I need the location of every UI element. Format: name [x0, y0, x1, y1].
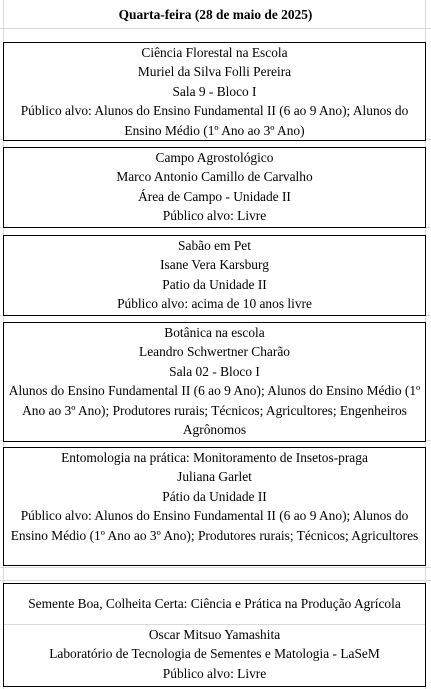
grid-line — [0, 28, 431, 29]
event-block — [3, 447, 426, 566]
event-title: Semente Boa, Colheita Certa: Ciência e Prática na Produção Agrícola — [4, 584, 425, 625]
event-location: Sala 9 - Bloco I — [172, 83, 257, 99]
event-block — [3, 322, 426, 442]
event-block — [3, 583, 426, 687]
event-title: Entomologia na prática: Monitoramento de Insetos-praga — [61, 450, 368, 465]
event-speaker: Muriel da Silva Folli Pereira — [137, 64, 292, 80]
event-audience: Público alvo: acima de 10 anos livre — [117, 296, 312, 312]
event-title: Botânica na escola — [164, 325, 265, 340]
event-speaker: Marco Antonio Camillo de Carvalho — [116, 169, 313, 185]
grid-line — [0, 580, 431, 581]
event-location: Área de Campo - Unidade II — [138, 188, 291, 204]
event-title: Ciência Florestal na Escola — [141, 45, 288, 60]
event-speaker: Leandro Schwertner Charão — [139, 344, 290, 360]
event-location: Patio da Unidade II — [162, 276, 267, 292]
event-audience: Público alvo: Livre — [162, 208, 267, 224]
event-audience: Alunos do Ensino Fundamental II (6 ao 9 Ano); Alunos do Ensino Médio (1º Ano ao 3º Ano); Produtores rurais; Técnicos; Agricultores; Engenheiros Agrônomos — [8, 383, 421, 437]
event-audience: Público alvo: Alunos do Ensino Fundamental II (6 ao 9 Ano); Alunos do Ensino Médio (1º Ano ao 3º Ano) — [20, 103, 409, 138]
event-speaker: Juliana Garlet — [177, 469, 252, 485]
event-location: Pátio da Unidade II — [162, 488, 267, 504]
event-title: Sabão em Pet — [178, 238, 251, 253]
event-audience: Público alvo: Livre — [162, 665, 267, 681]
event-title: Campo Agrostológico — [155, 150, 274, 165]
page-title: Quarta-feira (28 de maio de 2025) — [118, 7, 313, 22]
event-location: Sala 02 - Bloco I — [169, 363, 260, 379]
event-block — [3, 235, 426, 316]
event-speaker: Isane Vera Karsburg — [160, 257, 269, 273]
grid-line — [0, 567, 431, 568]
event-location: Laboratório de Tecnologia de Sementes e Matologia - LaSeM — [49, 646, 380, 662]
event-speaker: Oscar Mitsuo Yamashita — [148, 627, 281, 642]
event-block — [3, 147, 426, 228]
event-audience: Público alvo: Alunos do Ensino Fundamental II (6 ao 9 Ano); Alunos do Ensino Médio (1º Ano ao 3º Ano); Produtores rurais; Técnicos; Agricultores — [10, 508, 419, 543]
event-block — [3, 42, 426, 141]
